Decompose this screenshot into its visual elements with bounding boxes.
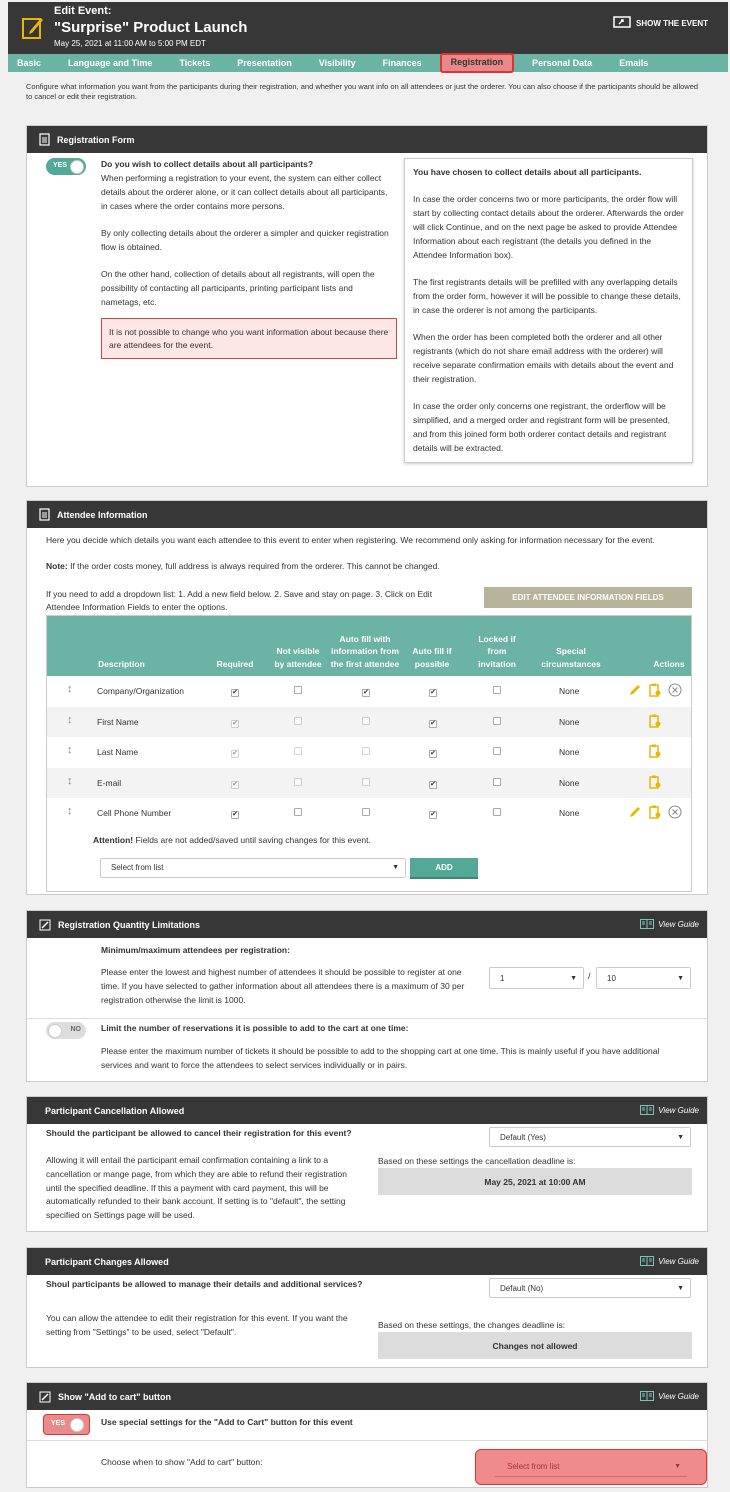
view-guide-label: View Guide (658, 1105, 699, 1115)
drag-handle-icon[interactable]: ↕ (67, 713, 73, 726)
collect-p2: By only collecting details about the orderer a simpler and quicker registration flow is obtained. (101, 228, 389, 252)
cancellation-panel (26, 1096, 708, 1232)
cancel-deadline-label: Based on these settings the cancellation deadline is: (378, 1156, 576, 1166)
attendee-table (46, 615, 692, 892)
show-event-label: SHOW THE EVENT (635, 18, 708, 28)
col-description: Description (98, 658, 145, 669)
min-attendees-select[interactable] (489, 967, 584, 989)
auto-fill-checkbox[interactable]: ✔ (430, 719, 436, 727)
edit-icon (39, 1391, 51, 1403)
auto-fill-first-checkbox[interactable] (362, 778, 370, 788)
panel-title: Registration Form (57, 134, 135, 145)
edit-icon (39, 919, 51, 931)
col-auto-first: Auto fill with information from the first attendee (330, 633, 400, 669)
cancel-deadline-value: May 25, 2021 at 10:00 AM (378, 1168, 692, 1195)
field-select[interactable] (100, 858, 406, 878)
book-icon (640, 1105, 654, 1115)
toggle-knob (70, 160, 84, 174)
field-description: E-mail (97, 777, 122, 788)
book-icon (640, 919, 654, 929)
event-date: May 25, 2021 at 11:00 AM to 5:00 PM EDT (54, 39, 206, 48)
panel-header (27, 1248, 707, 1275)
collect-all-toggle[interactable] (46, 158, 86, 175)
tab-language-time[interactable]: Language and Time (68, 58, 153, 68)
attention-label: Attention! (93, 834, 134, 845)
cart-label: Choose when to show "Add to cart" button: (101, 1457, 263, 1467)
cart-when-select[interactable] (475, 1449, 707, 1485)
changes-select-value: Default (No) (500, 1283, 544, 1293)
required-checkbox[interactable]: ✔ (232, 780, 238, 788)
tab-tickets[interactable]: Tickets (179, 58, 211, 68)
max-value: 10 (607, 973, 616, 983)
dropdown-hint: If you need to add a dropdown list: 1. Add a new field below. 2. Save and stay on page. 3. Click on Edit Attendee Information Fields to enter the options. (46, 589, 433, 612)
col-special: Special circumstances (541, 646, 601, 669)
cancel-desc: Allowing it will entail the participant email confirmation containing a link to a cancellation or mange page, from which they are able to refund their registration until the specified deadline. If this a payment with card payment, this will be automatically refunded to their bank account. If setting is to "default", the setting specified on Settings page will be used. (46, 1155, 347, 1221)
panel-header (27, 911, 707, 938)
panel-header (27, 126, 707, 153)
edit-event-icon (22, 16, 44, 40)
panel-title: Attendee Information (57, 509, 148, 520)
tab-visibility[interactable]: Visibility (318, 58, 356, 68)
cart-select-value: Select from list (507, 1462, 560, 1471)
special-value: None (559, 777, 580, 788)
copy-icon[interactable] (649, 805, 661, 821)
field-description: Last Name (97, 747, 139, 757)
collect-question: Do you wish to collect details about all participants? (101, 159, 314, 169)
auto-fill-checkbox[interactable]: ✔ (430, 689, 436, 696)
drag-handle-icon[interactable]: ↕ (67, 683, 73, 695)
not-visible-checkbox[interactable] (294, 717, 302, 727)
auto-fill-first-checkbox[interactable] (362, 717, 370, 727)
toggle-label: YES (53, 162, 68, 169)
table-body (47, 676, 691, 829)
toggle-knob (70, 1418, 84, 1432)
copy-icon[interactable] (649, 683, 661, 699)
toggle-label: YES (51, 1420, 66, 1427)
special-value: None (559, 747, 580, 757)
cart-select-inner (495, 1457, 687, 1477)
document-icon (39, 508, 50, 521)
view-guide-link[interactable] (640, 1105, 699, 1115)
not-visible-checkbox[interactable] (294, 808, 302, 818)
tab-emails[interactable]: Emails (619, 58, 649, 68)
field-description: Company/Organization (97, 686, 184, 696)
quantity-limit-panel (26, 910, 708, 1082)
tab-presentation[interactable]: Presentation (237, 58, 292, 68)
panel-title: Show "Add to cart" button (58, 1391, 172, 1402)
registration-form-panel (26, 125, 708, 487)
view-guide-label: View Guide (658, 919, 699, 929)
chevron-down-icon: ▼ (677, 1133, 684, 1141)
changes-deadline-value: Changes not allowed (378, 1332, 692, 1359)
attention-text: Fields are not added/saved until saving changes for this event. (133, 834, 371, 845)
chevron-down-icon: ▼ (392, 864, 399, 871)
locked-checkbox[interactable] (493, 747, 501, 757)
required-checkbox[interactable]: ✔ (232, 719, 238, 727)
not-visible-checkbox[interactable] (294, 747, 302, 757)
cancel-question: Should the participant be allowed to cancel their registration for this event? (46, 1128, 352, 1138)
delete-icon[interactable] (668, 805, 682, 821)
col-not-visible: Not visible by attendee (274, 646, 322, 669)
table-row (47, 768, 691, 799)
edit-fields-button[interactable]: EDIT ATTENDEE INFORMATION FIELDS (484, 587, 692, 608)
view-guide-label: View Guide (658, 1391, 699, 1401)
limit-cart-heading: Limit the number of reservations it is possible to add to the cart at one time: (101, 1023, 409, 1033)
copy-icon[interactable] (649, 775, 661, 791)
toggle-knob (48, 1024, 62, 1038)
divider (27, 1018, 707, 1019)
chevron-down-icon: ▼ (677, 1284, 684, 1292)
divider (27, 1440, 707, 1441)
page-intro: Configure what information you want from the participants during their registration, and whether you want info on all attendees or just the orderer. You can also choose if the participants should be allowed to cancel or edit their registration. (26, 82, 699, 101)
col-locked: Locked if from invitation (478, 633, 516, 669)
special-value: None (559, 716, 580, 727)
tab-basic[interactable]: Basic (17, 58, 42, 68)
info-title: You have chosen to collect details about all participants. (413, 167, 642, 177)
edit-event-label: Edit Event: (54, 5, 112, 17)
add-to-cart-panel (26, 1382, 708, 1488)
max-attendees-select[interactable] (596, 967, 691, 989)
col-actions: Actions (653, 658, 685, 669)
special-value: None (559, 686, 580, 696)
info-box (404, 158, 693, 463)
info-p2: The first registrants details will be prefilled with any overlapping details from the order form, however it will be possible to change these details, in case the orderer is not among the participants. (413, 277, 681, 315)
changes-deadline-label: Based on these settings, the changes deadline is: (378, 1320, 566, 1330)
book-icon (640, 1391, 654, 1401)
panel-header (27, 501, 707, 528)
limit-cart-toggle[interactable] (46, 1022, 86, 1039)
auto-fill-checkbox[interactable]: ✔ (430, 811, 436, 818)
copy-icon[interactable] (649, 714, 661, 730)
auto-fill-first-checkbox[interactable] (362, 747, 370, 757)
pencil-icon[interactable] (629, 806, 641, 820)
panel-header (27, 1383, 707, 1410)
info-p3: When the order has been completed both the orderer and all other registrants (which do not share email address with the orderer) will receive separate confirmation emails with details about the event and their registration. (413, 332, 674, 384)
pencil-icon[interactable] (629, 684, 641, 698)
tab-registration[interactable]: Registration (440, 53, 515, 73)
add-field-button[interactable]: ADD (410, 858, 478, 879)
panel-title: Participant Changes Allowed (45, 1256, 169, 1267)
locked-checkbox[interactable] (493, 717, 501, 727)
info-p1: In case the order concerns two or more participants, the order flow will start by collecting contact details about the orderer. Afterwards the order will click Continue, and on the next page be asked to provide Attendee Information about each registrant (the details you defined in the Attendee Information box). (413, 194, 684, 260)
monitor-arrow-icon (613, 16, 631, 30)
copy-icon[interactable] (649, 744, 661, 760)
view-guide-label: View Guide (658, 1256, 699, 1266)
table-row (47, 737, 691, 768)
chevron-down-icon: ▼ (570, 974, 577, 982)
auto-fill-checkbox[interactable]: ✔ (430, 750, 436, 757)
not-visible-checkbox[interactable] (294, 778, 302, 788)
min-max-desc: Please enter the lowest and highest number of attendees it should be possible to register at one time. If you have selected to gather information about all attendees there is a maximum of 30 per registration otherwise the limit is 1000. (101, 967, 465, 1005)
panel-header (27, 1097, 707, 1124)
special-value: None (559, 808, 580, 818)
changes-question: Shoul participants be allowed to manage their details and additional services? (46, 1279, 363, 1289)
table-footer (47, 829, 691, 891)
required-checkbox[interactable]: ✔ (232, 811, 238, 818)
chevron-down-icon: ▼ (677, 974, 684, 982)
toggle-label: NO (70, 1026, 81, 1033)
cart-settings-toggle[interactable] (43, 1414, 90, 1435)
tab-bar (8, 54, 728, 72)
field-description: First Name (97, 716, 139, 727)
not-visible-checkbox[interactable] (294, 686, 302, 696)
view-guide-link[interactable] (640, 1391, 699, 1401)
table-row (47, 798, 691, 829)
drag-handle-icon[interactable]: ↕ (67, 774, 73, 787)
view-guide-link[interactable] (640, 1256, 699, 1266)
field-description: Cell Phone Number (97, 808, 172, 818)
min-max-heading: Minimum/maximum attendees per registration: (101, 945, 290, 955)
changes-panel (26, 1247, 708, 1368)
cancel-select[interactable] (489, 1127, 691, 1147)
table-row (47, 676, 691, 707)
attendee-info-panel (26, 500, 708, 895)
note-text: If the order costs money, full address is always required from the orderer. This cannot be changed. (67, 561, 440, 571)
book-icon (640, 1256, 654, 1266)
info-p4: In case the order only concerns one registrant, the orderflow will be simplified, and a merged order and registrant form will be presented, and from this joined form both orderer contact details and registrant details will be extracted. (413, 401, 671, 453)
delete-icon[interactable] (668, 683, 682, 699)
drag-handle-icon[interactable]: ↕ (67, 744, 73, 756)
field-select-value: Select from list (111, 863, 164, 872)
required-checkbox[interactable]: ✔ (232, 689, 238, 696)
show-event-button[interactable] (613, 16, 708, 30)
tab-personal-data[interactable]: Personal Data (532, 58, 593, 68)
panel-title: Participant Cancellation Allowed (45, 1105, 185, 1116)
note-line (46, 561, 696, 571)
range-separator: / (588, 971, 591, 981)
panel-title: Registration Quantity Limitations (58, 919, 201, 930)
attention-line (93, 835, 371, 845)
warning-box: It is not possible to change who you want information about because there are attendees for the event. (101, 318, 397, 359)
view-guide-link[interactable] (640, 919, 699, 929)
col-auto-fill: Auto fill if possible (412, 646, 452, 669)
cart-heading: Use special settings for the "Add to Cart" button for this event (101, 1417, 353, 1427)
required-checkbox[interactable]: ✔ (232, 750, 238, 757)
table-row (47, 707, 691, 738)
cancel-select-value: Default (Yes) (500, 1132, 546, 1142)
auto-fill-first-checkbox[interactable] (362, 808, 370, 818)
col-required: Required (216, 658, 254, 669)
locked-checkbox[interactable] (493, 778, 501, 788)
min-value: 1 (500, 973, 505, 983)
tab-finances[interactable]: Finances (382, 58, 422, 68)
changes-select[interactable] (489, 1278, 691, 1298)
limit-cart-desc: Please enter the maximum number of tickets it should be possible to add to the shopping cart at one time. This is mainly useful if you have additional services and want to force the attendees to select services individually or in pairs. (101, 1046, 660, 1070)
attendee-desc: Here you decide which details you want each attendee to this event to enter when registering. We recommend only asking for information necessary for the event. (46, 535, 655, 545)
chevron-down-icon: ▼ (674, 1463, 681, 1470)
collect-p3: On the other hand, collection of details about all registrants, will open the possibility of contacting all participants, printing participant lists and nametags, etc. (101, 269, 375, 307)
note-label: Note: (46, 561, 68, 571)
changes-desc: You can allow the attendee to edit their registration for this event. If you want the setting from "Settings" to be used, select "Default". (46, 1313, 348, 1337)
drag-handle-icon[interactable]: ↕ (67, 805, 73, 817)
locked-checkbox[interactable] (493, 808, 501, 818)
event-header (8, 2, 728, 54)
document-icon (39, 133, 50, 146)
table-header (47, 616, 691, 676)
locked-checkbox[interactable] (493, 686, 501, 696)
collect-p1: When performing a registration to your event, the system can either collect details about the orderer alone, or it can collect details about all participants, in cases where the order contains more persons. (101, 173, 388, 211)
auto-fill-checkbox[interactable]: ✔ (430, 780, 436, 788)
auto-fill-first-checkbox[interactable]: ✔ (363, 689, 369, 696)
event-title: "Surprise" Product Launch (54, 19, 248, 36)
